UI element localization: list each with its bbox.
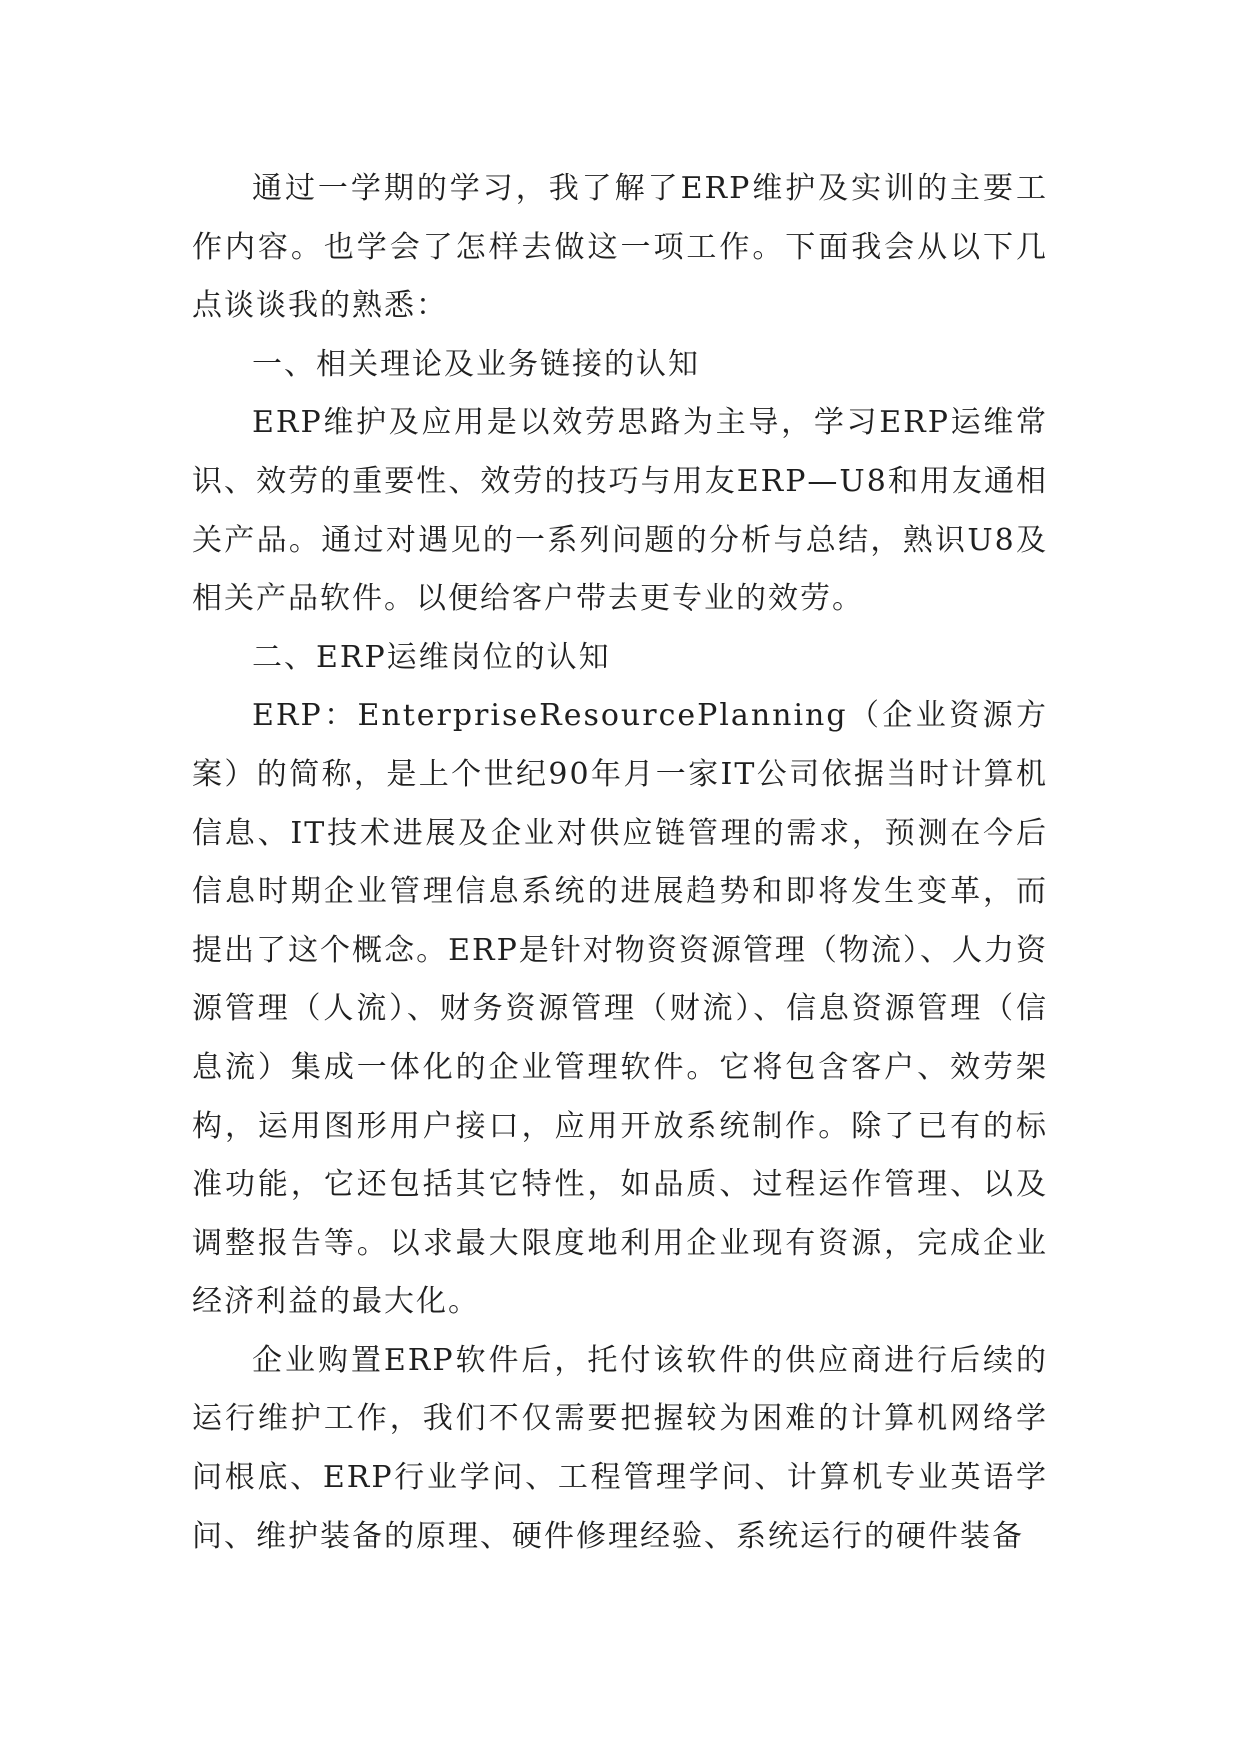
- section-heading-1: 一、相关理论及业务链接的认知: [252, 346, 700, 382]
- section-2-paragraph-continued: 企业购置ERP软件后，托付该软件的供应商进行后续的运行维护工作，我们不仅需要把握较为困难的计算机网络学问根底、ERP行业学问、工程管理学问、计算机专业英语学问、维护装备的原理、硬件修理经验、系统运行的硬件装备: [192, 1342, 1048, 1554]
- document-body: [192, 160, 1048, 1566]
- section-1-paragraph: ERP维护及应用是以效劳思路为主导，学习ERP运维常识、效劳的重要性、效劳的技巧与用友ERP—U8和用友通相关产品。通过对遇见的一系列问题的分析与总结，熟识U8及相关产品软件。以便给客户带去更专业的效劳。: [192, 405, 1048, 617]
- section-2-paragraph: ERP：EnterpriseResourcePlanning（企业资源方案）的简称，是上个世纪90年月一家IT公司依据当时计算机信息、IT技术进展及企业对供应链管理的需求，预测在今后信息时期企业管理信息系统的进展趋势和即将发生变革，而提出了这个概念。ERP是针对物资资源管理（物流）、人力资源管理（人流）、财务资源管理（财流）、信息资源管理（信息流）集成一体化的企业管理软件。它将包含客户、效劳架构，运用图形用户接口，应用开放系统制作。除了已有的标准功能，它还包括其它特性，如品质、过程运作管理、以及调整报告等。以求最大限度地利用企业现有资源，完成企业经济利益的最大化。: [192, 698, 1048, 1320]
- intro-paragraph: 通过一学期的学习，我了解了ERP维护及实训的主要工作内容。也学会了怎样去做这一项工作。下面我会从以下几点谈谈我的熟悉：: [192, 171, 1048, 324]
- section-heading-2: 二、ERP运维岗位的认知: [252, 639, 611, 675]
